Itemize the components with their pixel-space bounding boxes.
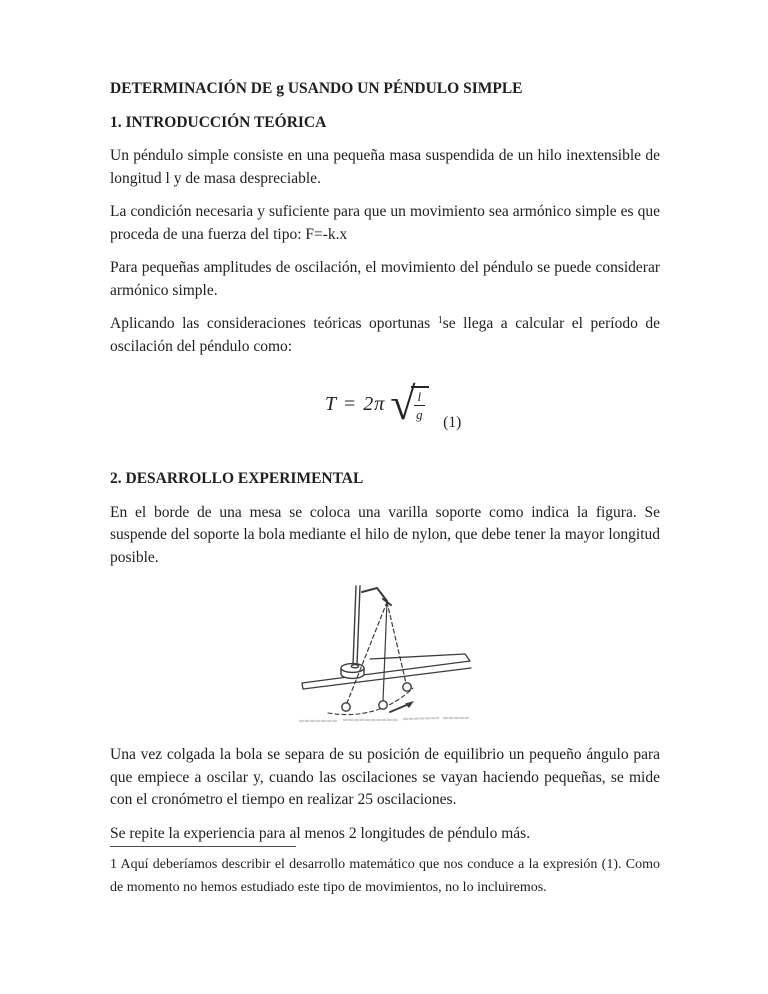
radical-icon: √ bbox=[390, 377, 416, 429]
faded-caption-marks bbox=[300, 718, 468, 721]
footnote-separator bbox=[110, 846, 296, 847]
fraction bbox=[411, 386, 430, 421]
support-rod bbox=[353, 586, 360, 665]
pendulum-strings bbox=[347, 602, 406, 703]
fraction-numerator: l bbox=[414, 390, 426, 406]
rod-base bbox=[341, 664, 364, 679]
swing-direction-arrow bbox=[390, 701, 414, 712]
intro-paragraph-3: Para pequeñas amplitudes de oscilación, el movimiento del péndulo se puede considerar armónico simple. bbox=[110, 259, 660, 299]
footnote bbox=[110, 846, 660, 899]
equation-lhs: T = 2π bbox=[325, 392, 386, 415]
equation-number: (1) bbox=[443, 414, 462, 431]
footnote-reference: 1 bbox=[437, 315, 443, 326]
pendulum-figure bbox=[280, 580, 520, 730]
fraction-denominator: g bbox=[416, 406, 423, 422]
intro-paragraph-4 bbox=[110, 313, 660, 358]
experimental-paragraph-1: En el borde de una mesa se coloca una varilla soporte como indica la figura. Se suspende del soporte la bola mediante el hilo de nylon, que debe tener la mayor longitud posible. bbox=[110, 503, 660, 566]
intro-paragraph-1: Un péndulo simple consiste en una pequeña masa suspendida de un hilo inextensible de longitud l y de masa despreciable. bbox=[110, 147, 660, 187]
footnote-text: 1 Aquí deberíamos describir el desarrollo matemático que nos conduce a la expresión (1). Como de momento no hemos estudiado este tipo de movimientos, no lo incluiremos. bbox=[110, 857, 660, 895]
intro-paragraph-2: La condición necesaria y suficiente para que un movimiento sea armónico simple es que proceda de una fuerza del tipo: F=-k.x bbox=[110, 203, 660, 243]
pendulum-apparatus-sketch-icon bbox=[280, 580, 520, 730]
experimental-paragraph-3: Se repite la experiencia para al menos 2 longitudes de péndulo más. bbox=[110, 824, 531, 842]
table-edge bbox=[302, 654, 471, 689]
intro-paragraph-4-text: Aplicando las consideraciones teóricas oportunas bbox=[110, 315, 438, 332]
swing-arc bbox=[328, 688, 413, 715]
section-2-heading: 2. DESARROLLO EXPERIMENTAL bbox=[110, 470, 364, 487]
section-1-heading: 1. INTRODUCCIÓN TEÓRICA bbox=[110, 113, 327, 131]
equation-1 bbox=[325, 376, 660, 432]
square-root bbox=[390, 377, 429, 429]
document-title: DETERMINACIÓN DE g USANDO UN PÉNDULO SIMPLE bbox=[110, 80, 523, 97]
experimental-paragraph-2: Una vez colgada la bola se separa de su posición de equilibrio un pequeño ángulo para que empiece a oscilar y, cuando las oscilaciones se vayan haciendo pequeñas, se mide con el cronómetro el tiempo en realizar 25 oscilaciones. bbox=[110, 746, 660, 808]
intro-paragraph-4-text-after: se llega a calcular el período de oscilación del péndulo como: bbox=[110, 315, 660, 355]
